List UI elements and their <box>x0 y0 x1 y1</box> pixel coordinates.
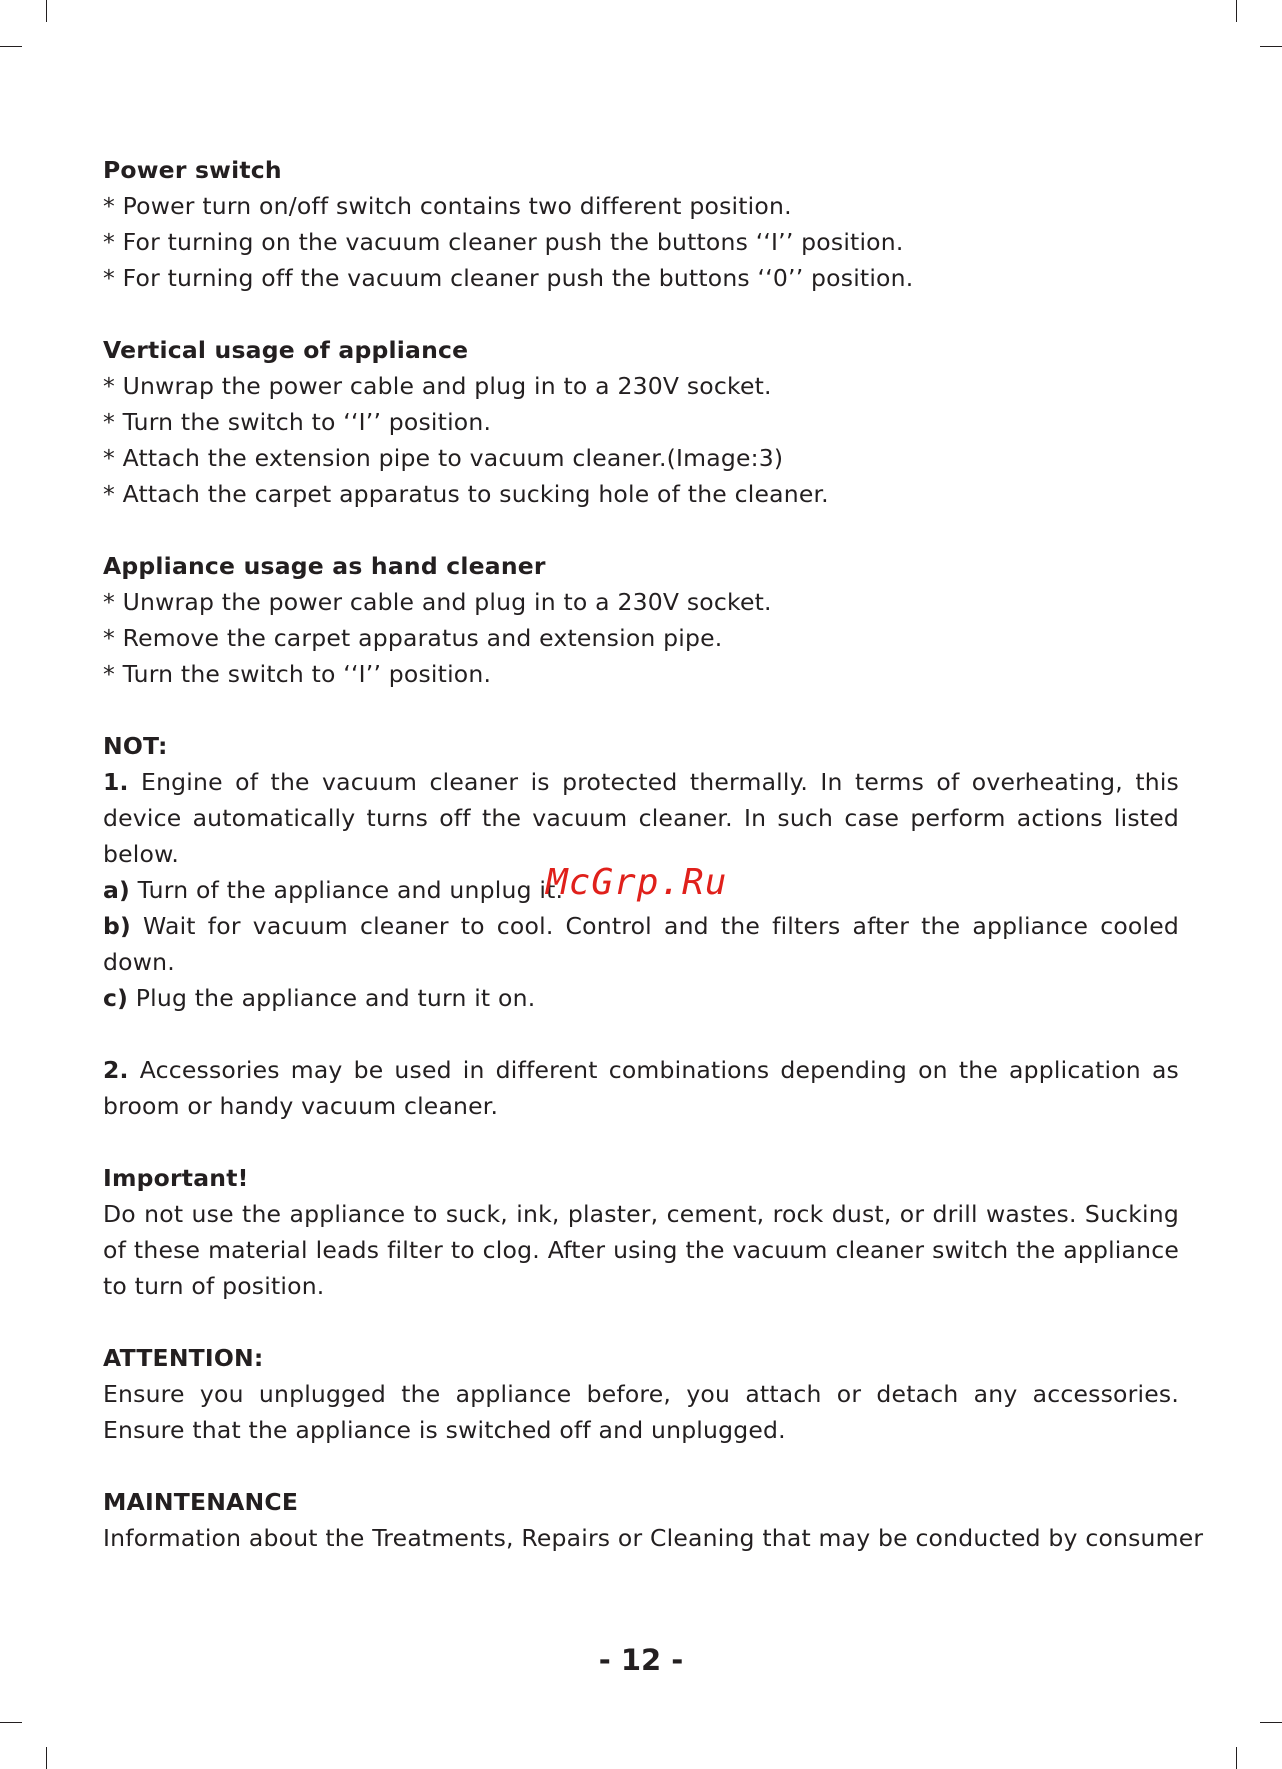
section-gap <box>103 1448 1179 1484</box>
vertical-usage-item: * Turn the switch to ‘‘I’’ position. <box>103 408 492 436</box>
power-switch-section <box>103 152 1179 296</box>
note-step-c <box>103 980 1179 1016</box>
power-switch-item: * Power turn on/off switch contains two different position. <box>103 192 792 220</box>
crop-mark-top-right-horizontal <box>1260 46 1282 47</box>
note-item-1-number: 1. <box>103 768 129 796</box>
power-switch-heading: Power switch <box>103 156 282 184</box>
note-step-b <box>103 908 1179 980</box>
crop-mark-bottom-left-vertical <box>46 1747 47 1769</box>
crop-mark-top-right-vertical <box>1236 0 1237 22</box>
hand-usage-heading: Appliance usage as hand cleaner <box>103 552 546 580</box>
important-section <box>103 1160 1179 1304</box>
crop-mark-bottom-left-horizontal <box>0 1722 22 1723</box>
section-gap <box>103 296 1179 332</box>
note-step-c-text: Plug the appliance and turn it on. <box>128 984 536 1012</box>
note-item-1-text: Engine of the vacuum cleaner is protected thermally. In terms of overheating, this device automatically turns off the vacuum cleaner. In such case perform actions listed below. <box>103 768 1179 868</box>
note-step-c-label: c) <box>103 984 129 1012</box>
page-number: - 12 - <box>598 1643 684 1677</box>
crop-mark-bottom-right-vertical <box>1236 1747 1237 1769</box>
section-gap <box>103 1304 1179 1340</box>
hand-usage-item: * Remove the carpet apparatus and extension pipe. <box>103 624 723 652</box>
hand-usage-item: * Unwrap the power cable and plug in to a 230V socket. <box>103 588 772 616</box>
important-text: Do not use the appliance to suck, ink, plaster, cement, rock dust, or drill wastes. Sucking of these material leads filter to clog. After using the vacuum cleaner switch the appliance to turn of position. <box>103 1200 1179 1300</box>
power-switch-item: * For turning on the vacuum cleaner push the buttons ‘‘I’’ position. <box>103 228 904 256</box>
attention-text: Ensure you unplugged the appliance before, you attach or detach any accessories. Ensure that the appliance is switched off and unplugged. <box>103 1380 1179 1444</box>
attention-section <box>103 1340 1179 1448</box>
note-step-b-label: b) <box>103 912 131 940</box>
note-step-b-text: Wait for vacuum cleaner to cool. Control and the filters after the appliance cooled down. <box>103 912 1179 976</box>
vertical-usage-section <box>103 332 1179 512</box>
vertical-usage-item: * Attach the carpet apparatus to sucking hole of the cleaner. <box>103 480 829 508</box>
crop-mark-top-left-horizontal <box>0 46 22 47</box>
page-content <box>103 152 1204 1556</box>
maintenance-heading: MAINTENANCE <box>103 1488 299 1516</box>
section-gap <box>103 512 1179 548</box>
note-item-2-text: Accessories may be used in different combinations depending on the application as broom or handy vacuum cleaner. <box>103 1056 1179 1120</box>
watermark-logo: McGrp.Ru <box>546 862 728 903</box>
note-item-2-number: 2. <box>103 1056 129 1084</box>
note-step-a-label: a) <box>103 876 130 904</box>
note-item-1 <box>103 764 1179 872</box>
crop-mark-bottom-right-horizontal <box>1260 1722 1282 1723</box>
note-heading: NOT: <box>103 732 168 760</box>
maintenance-text: Information about the Treatments, Repairs or Cleaning that may be conducted by consumer <box>103 1524 1204 1552</box>
note-step-a-text: Turn of the appliance and unplug it. <box>130 876 564 904</box>
hand-usage-item: * Turn the switch to ‘‘I’’ position. <box>103 660 492 688</box>
power-switch-item: * For turning off the vacuum cleaner push the buttons ‘‘0’’ position. <box>103 264 914 292</box>
important-heading: Important! <box>103 1164 249 1192</box>
note-item-2 <box>103 1052 1179 1124</box>
note-section <box>103 728 1179 1124</box>
hand-usage-section <box>103 548 1179 692</box>
maintenance-section <box>103 1484 1204 1556</box>
section-gap <box>103 1124 1179 1160</box>
vertical-usage-item: * Attach the extension pipe to vacuum cleaner.(Image:3) <box>103 444 784 472</box>
section-gap <box>103 1016 1179 1052</box>
crop-mark-top-left-vertical <box>46 0 47 22</box>
vertical-usage-heading: Vertical usage of appliance <box>103 336 469 364</box>
section-gap <box>103 692 1179 728</box>
vertical-usage-item: * Unwrap the power cable and plug in to a 230V socket. <box>103 372 772 400</box>
attention-heading: ATTENTION: <box>103 1344 264 1372</box>
